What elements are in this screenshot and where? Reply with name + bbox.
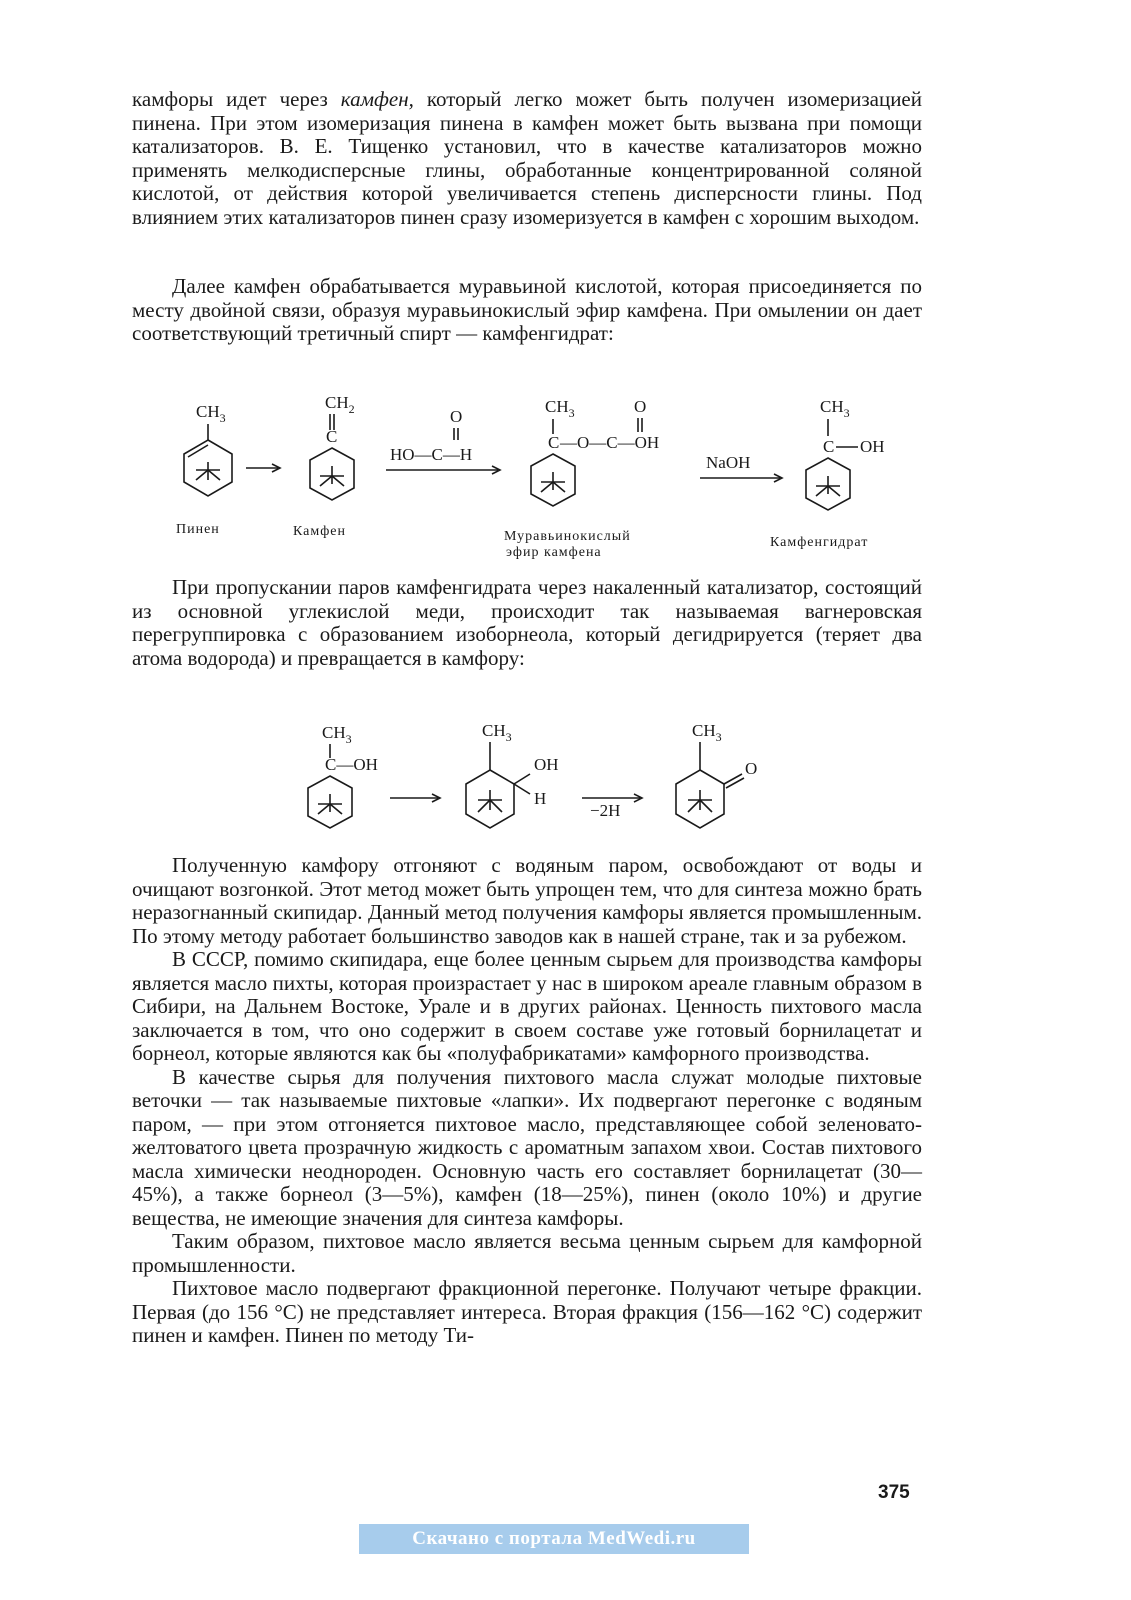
caption-camphene: Камфен [293, 524, 347, 539]
svg-text:C: C [548, 433, 560, 452]
svg-text:C: C [823, 437, 835, 456]
camphor-structure [676, 721, 757, 828]
minus-2h-label: −2H [590, 801, 621, 820]
pinene-structure [184, 402, 232, 496]
formic-acid-label: HO—C—H [390, 445, 473, 464]
paragraph-2 [132, 275, 922, 346]
svg-text:O: O [450, 407, 463, 426]
camphene-hydrate-structure [806, 397, 885, 510]
svg-text:CH3: $CH_3$ [482, 721, 512, 744]
camphene-formate-ester-structure [531, 397, 659, 506]
camphene-c-label: C [326, 427, 338, 446]
naoh-label: NaOH [706, 453, 751, 472]
p8-text: Пихтовое масло подвергают фракционной перегонке. Получают четыре фракции. Первая (до 156 °С) не представляет интереса. Вторая фракция (156—162 °С) содержит пинен и камфен. Пинен по методу Ти- [132, 1276, 922, 1347]
paragraph-3 [132, 576, 922, 670]
svg-text:CH3: $CH_3$ [545, 397, 575, 420]
svg-text:CH3: $CH_3$ [692, 721, 722, 744]
reaction-scheme-camphor [290, 718, 810, 850]
reaction-scheme-camphene-hydrate [150, 392, 930, 572]
p2-text: Далее камфен обрабатывается муравьиной кислотой, которая присоединяется по месту двойной связи, образуя муравьинокислый эфир камфена. При омылении он дает соответствующий третичный спирт — камфенгидрат: [132, 274, 922, 345]
svg-text:CH3: $CH_3$ [820, 397, 850, 420]
page-number: 375 [878, 1482, 910, 1503]
p5-text: В СССР, помимо скипидара, еще более ценным сырьем для производства камфоры является масло пихты, которая произрастает у нас в широком ареале главным образом в Сибири, на Дальнем Востоке, Урале и в других районах. Ценность пихтового масла заключается в том, что оно содержит в своем составе уже готовый борнилацетат и борнеол, которые являются как бы «полуфабрикатами» камфорного производства. [132, 947, 922, 1065]
camphene-ch2-label: $CH_2$ [325, 393, 355, 416]
pinene-ch3-label: $CH_3$ [196, 402, 226, 425]
p7-text: Таким образом, пихтовое масло является весьма ценным сырьем для камфорной промышленности. [132, 1229, 922, 1277]
p3-text: При пропускании паров камфенгидрата через накаленный катализатор, состоящий из основной углекислой меди, происходит так называемая вагнеровская перегруппировка с образованием изоборнеола, который дегидрируется (теряет два атома водорода) и превращается в камфору: [132, 575, 922, 670]
p1-text-start: камфоры идет через [132, 87, 341, 111]
svg-text:H: H [534, 789, 547, 808]
p1-emphasis-camphene: камфен, [340, 87, 414, 111]
p6-text: В качестве сырья для получения пихтового масла служат молодые пихтовые веточки — так называемые пихтовые «лапки». Их подвергают перегонке с водяным паром, — при этом отгоняется пихтовое масло, представляющее собой зеленовато-желтоватого цвета прозрачную жидкость с ароматным запахом хвои. Состав пихтового масла химически неоднороден. Основную часть его составляет борнилацетат (30—45%), а также борнеол (3—5%), камфен (18—25%), пинен (около 10%) и другие вещества, не имеющие значения для синтеза камфоры. [132, 1064, 922, 1230]
caption-camphene-hydrate: Камфенгидрат [770, 535, 869, 550]
p4-text: Полученную камфору отгоняют с водяным паром, освобождают от воды и очищают возгонкой. Этот метод может быть упрощен тем, что для синтеза можно брать неразогнанный скипидар. Данный метод получения камфоры является промышленным. По этому методу работает большинство заводов как в нашей стране, так и за рубежом. [132, 853, 922, 948]
caption-ester-line2: эфир камфена [506, 545, 602, 560]
paragraph-1 [132, 88, 922, 229]
ester-chain-label: —O—C—OH [560, 433, 660, 452]
camphene-structure [310, 393, 355, 500]
svg-text:OH: OH [860, 437, 885, 456]
camphene-hydrate-structure-2 [308, 723, 378, 828]
p1-text-rest: который легко может быть получен изомеризацией пинена. При этом изомеризация пинена в камфен может быть вызвана при помощи катализаторов. В. Е. Тищенко установил, что в качестве катализаторов можно применять мелкодисперсные глины, обработанные концентрированной соляной кислотой, от действия которой увеличивается степень дисперсности глины. Под влиянием этих катализаторов пинен сразу изомеризуется в камфен с хорошим выходом. [132, 87, 922, 229]
download-watermark: Скачано с портала MedWedi.ru [359, 1524, 749, 1554]
svg-text:O: O [634, 397, 647, 416]
svg-text:OH: OH [534, 755, 559, 774]
svg-text:CH3: $CH_3$ [322, 723, 352, 746]
svg-text:O: O [745, 759, 758, 778]
formic-acid-reagent [386, 407, 500, 474]
paragraphs-4-8 [132, 854, 922, 1348]
caption-ester-line1: Муравьинокислый [504, 529, 631, 544]
svg-text:C—OH: C—OH [325, 755, 378, 774]
naoh-reagent [700, 453, 782, 482]
isoborneol-structure [466, 721, 559, 828]
caption-pinene: Пинен [176, 522, 220, 537]
